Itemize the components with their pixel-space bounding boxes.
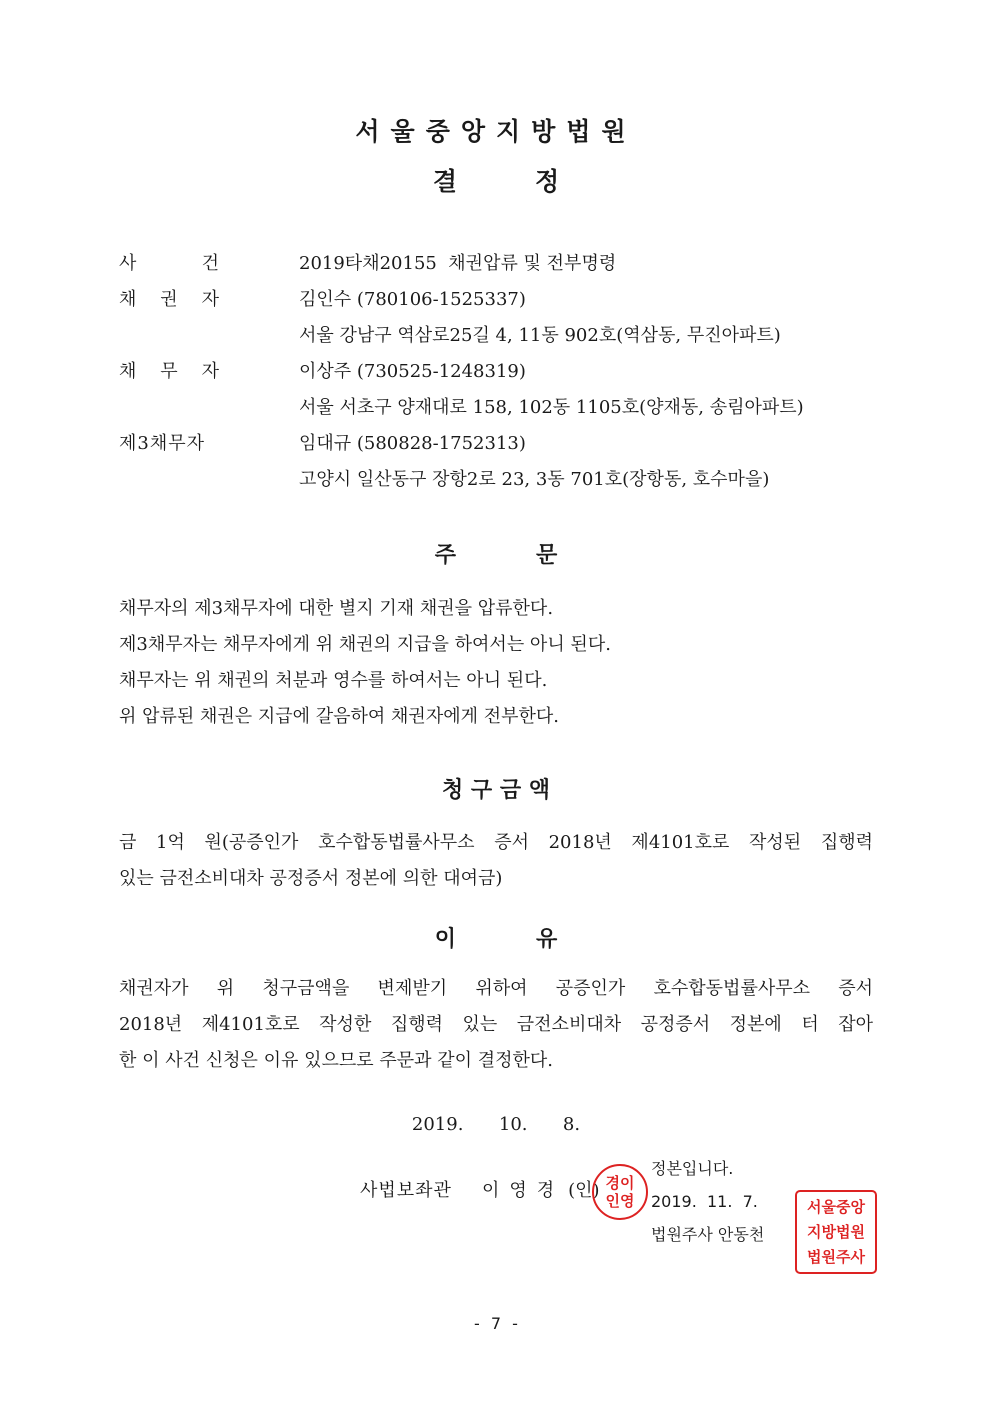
debtor-address: 서울 서초구 양재대로 158, 102동 1105호(양재동, 송림아파트)	[299, 397, 804, 418]
party-row-third-debtor	[119, 426, 879, 462]
officer-name: 이영경	[481, 1180, 565, 1201]
court-seal-stamp: 서울중앙 지방법원 법원주사	[795, 1190, 877, 1274]
party-row-case	[119, 246, 879, 282]
party-row-creditor	[119, 282, 879, 318]
parties-block	[119, 246, 879, 498]
creditor-name: 김인수 (780106-1525337)	[299, 289, 526, 310]
reason-line: 채권자가 위 청구금액을 변제받기 위하여 공증인가 호수합동법률사무소 증서	[119, 978, 873, 999]
officer-signature	[360, 1176, 600, 1202]
debtor-name: 이상주 (730525-1248319)	[299, 361, 526, 382]
officer-seal-stamp: 경이 인영	[592, 1164, 648, 1220]
claim-body	[119, 825, 873, 897]
decision-date: 2019. 10. 8.	[411, 1114, 581, 1135]
third-debtor-address: 고양시 일산동구 장항2로 23, 3동 701호(장항동, 호수마을)	[299, 469, 770, 490]
party-row-third-debtor-address	[119, 462, 879, 498]
reason-heading: 이 유	[434, 926, 558, 952]
party-label-case: 사 건	[119, 253, 219, 274]
officer-title: 사법보좌관	[360, 1180, 452, 1201]
court-name: 서울중앙지방법원	[355, 117, 637, 146]
party-label-third-debtor: 제3채무자	[119, 433, 206, 454]
creditor-address: 서울 강남구 역삼로25길 4, 11동 902호(역삼동, 무진아파트)	[299, 325, 781, 346]
claim-line: 금 1억 원(공증인가 호수합동법률사무소 증서 2018년 제4101호로 작성된 집행력	[119, 832, 873, 853]
seal-mark: (인)	[568, 1180, 600, 1201]
certification-block	[651, 1155, 764, 1254]
order-heading: 주 문	[434, 542, 558, 568]
page-number: - 7 -	[474, 1314, 518, 1333]
document-type-left: 결	[432, 167, 457, 196]
certification-date: 2019. 11. 7.	[651, 1192, 758, 1211]
party-label-creditor: 채 권 자	[119, 289, 219, 310]
certification-text: 정본입니다.	[651, 1159, 734, 1178]
case-number: 2019타채20155 채권압류 및 전부명령	[299, 253, 617, 274]
party-row-debtor-address	[119, 390, 879, 426]
document-type	[0, 162, 992, 198]
order-line: 위 압류된 채권은 지급에 갈음하여 채권자에게 전부한다.	[119, 706, 559, 727]
claim-heading: 청 구 금 액	[442, 777, 550, 803]
reason-body	[119, 971, 873, 1079]
claim-line: 있는 금전소비대차 공정증서 정본에 의한 대여금)	[119, 868, 503, 889]
third-debtor-name: 임대규 (580828-1752313)	[299, 433, 526, 454]
order-body	[119, 591, 873, 735]
order-line: 채무자의 제3채무자에 대한 별지 기재 채권을 압류한다.	[119, 598, 554, 619]
order-line: 채무자는 위 채권의 처분과 영수를 하여서는 아니 된다.	[119, 670, 548, 691]
document-type-right: 정	[535, 167, 560, 196]
reason-line: 한 이 사건 신청은 이유 있으므로 주문과 같이 결정한다.	[119, 1050, 554, 1071]
certification-clerk: 법원주사 안동천	[651, 1225, 765, 1244]
party-row-debtor	[119, 354, 879, 390]
reason-line: 2018년 제4101호로 작성한 집행력 있는 금전소비대차 공정증서 정본에 터 잡아	[119, 1014, 873, 1035]
order-line: 제3채무자는 채무자에게 위 채권의 지급을 하여서는 아니 된다.	[119, 634, 611, 655]
party-row-creditor-address	[119, 318, 879, 354]
party-label-debtor: 채 무 자	[119, 361, 219, 382]
